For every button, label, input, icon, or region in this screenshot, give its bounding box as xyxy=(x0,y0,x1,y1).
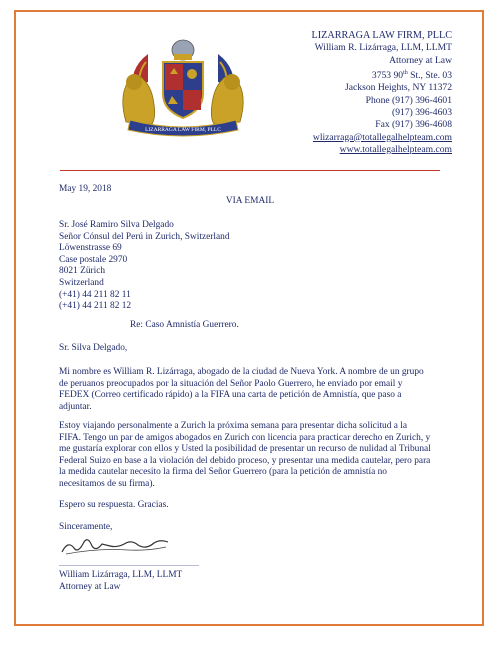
addressee-line: (+41) 44 211 82 12 xyxy=(59,301,132,312)
email-link[interactable]: wlizarraga@totallegalhelpteam.com xyxy=(312,131,452,143)
signer-name: William Lizárraga, LLM, LLMT xyxy=(59,570,183,580)
street-ordinal: th xyxy=(403,69,408,76)
salutation: Sr. Silva Delgado, xyxy=(59,343,128,353)
signer-block xyxy=(59,570,182,593)
street-address xyxy=(252,67,452,82)
letterhead-contact-block xyxy=(252,30,452,156)
attorney-name: William R. Lizárraga, LLM, LLMT xyxy=(314,42,452,54)
addressee-line: Case postale 2970 xyxy=(59,254,128,265)
street-number: 3753 90 xyxy=(371,70,404,82)
firm-crest-logo xyxy=(108,34,258,138)
fax-number: Fax (917) 396-4608 xyxy=(375,119,452,131)
city-line: Jackson Heights, NY 11372 xyxy=(345,82,452,94)
phone-primary: Phone (917) 396-4601 xyxy=(365,94,452,106)
attorney-title: Attorney at Law xyxy=(389,54,452,66)
addressee-line: Señor Cónsul del Perú in Zurich, Switzerland xyxy=(59,231,230,242)
letter-date: May 19, 2018 xyxy=(59,184,112,194)
addressee-block xyxy=(59,220,230,313)
firm-name: LIZARRAGA LAW FIRM, PLLC xyxy=(311,30,452,41)
body-paragraph: Espero su respuesta. Gracias. xyxy=(59,500,169,510)
signer-title: Attorney at Law xyxy=(59,581,121,592)
crest-banner-text: LIZARRAGA LAW FIRM, PLLC xyxy=(145,127,221,133)
handwritten-signature xyxy=(58,534,173,558)
subject-line: Re: Caso Amnistía Guerrero. xyxy=(130,320,239,330)
street-rest: St., Ste. 03 xyxy=(407,70,452,82)
signature-line xyxy=(59,565,199,566)
phone-secondary: (917) 396-4603 xyxy=(392,106,452,118)
closing: Sinceramente, xyxy=(59,522,113,532)
delivery-method: VIA EMAIL xyxy=(225,196,275,206)
body-paragraph: Estoy viajando personalmente a Zurich la próxima semana para presentar dicha solicitud a la FIFA. Tengo un par de amigos abogados en Zurich con licencia para practicar derecho en Zurich, y me gustaría explorar con ellos y Usted la posibilidad de presentar un recurso de nulidad al Tribunal Federal Suizo en base a la violación del debido proceso, y presentar una medida cautelar, pero para la medida cautelar necesito la firma del Señor Guerrero (para la petición de amnistía no necesitamos de su firma). xyxy=(59,421,431,489)
addressee-line: Switzerland xyxy=(59,277,104,288)
body-paragraph: Mi nombre es William R. Lizárraga, abogado de la ciudad de Nueva York. A nombre de un grupo de peruanos preocupados por la situación del Señor Paolo Guerrero, he enviado por email y FEDEX (Correo certificado rápido) a la FIFA una carta de petición de Amnistía, que paso a adjuntar. xyxy=(59,367,424,412)
addressee-line: 8021 Zürich xyxy=(59,266,106,277)
header-divider xyxy=(60,170,440,171)
addressee-line: (+41) 44 211 82 11 xyxy=(59,289,131,300)
addressee-line: Löwenstrasse 69 xyxy=(59,243,122,254)
website-link[interactable]: www.totallegalhelpteam.com xyxy=(339,143,452,155)
addressee-line: Sr. José Ramiro Silva Delgado xyxy=(59,220,174,230)
